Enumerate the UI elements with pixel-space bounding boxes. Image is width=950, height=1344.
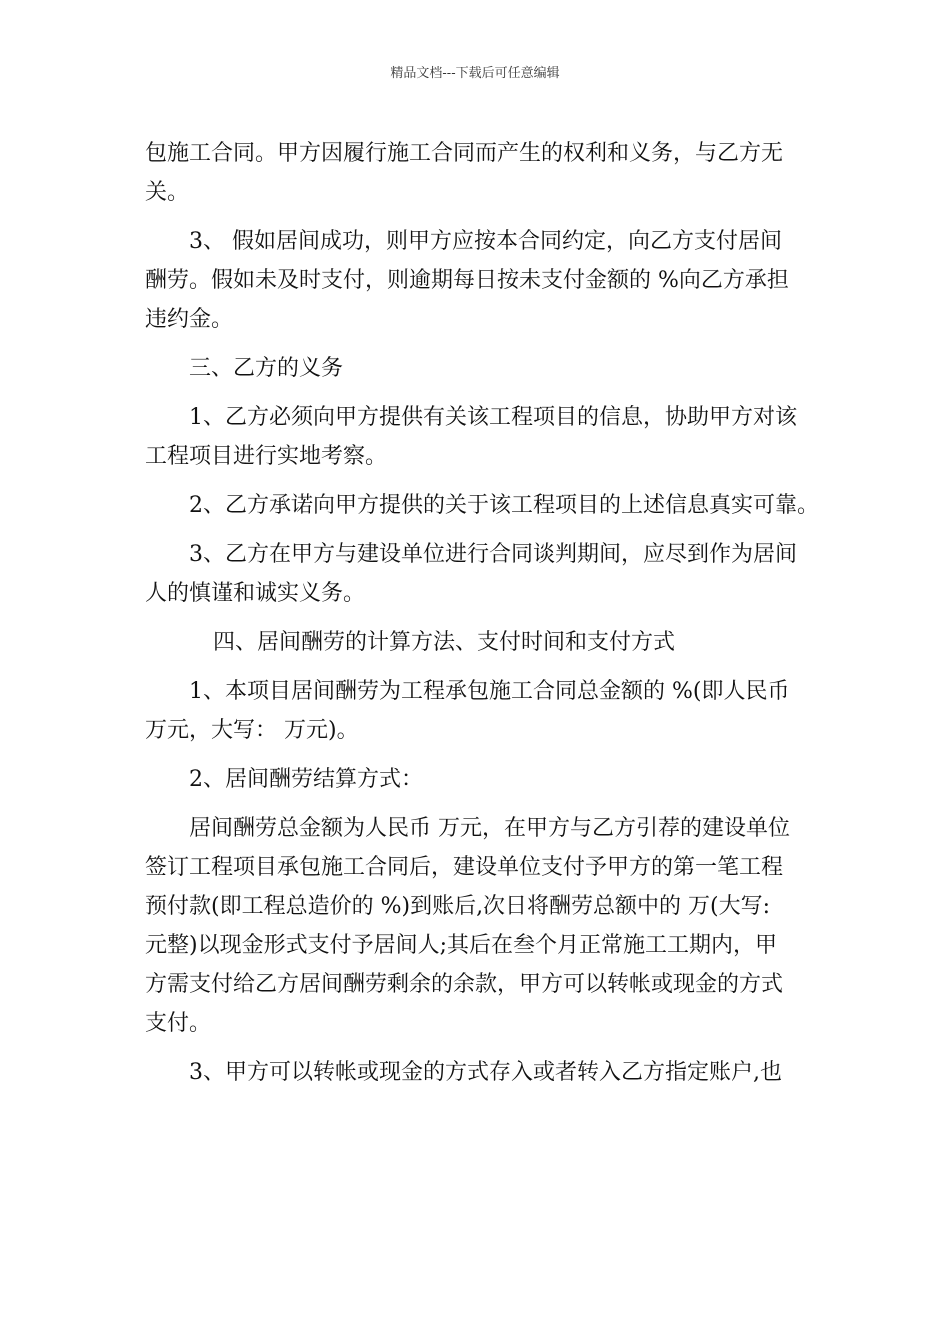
text-line: 方需支付给乙方居间酬劳剩余的余款，甲方可以转帐或现金的方式 — [145, 972, 784, 997]
document-body — [145, 134, 819, 1102]
paragraph-5 — [145, 486, 819, 535]
text-line: 1、本项目居间酬劳为工程承包施工合同总金额的 %(即人民币 — [189, 679, 790, 704]
text-line: 3、 假如居间成功，则甲方应按本合同约定，向乙方支付居间 — [189, 229, 782, 254]
text-line: 元整)以现金形式支付予居间人;其后在叁个月正常施工工期内，甲 — [145, 933, 777, 958]
text-line: 违约金。 — [145, 307, 234, 332]
page-header: 精品文档---下载后可任意编辑 — [390, 66, 560, 81]
paragraph-9 — [145, 760, 815, 809]
text-line: 3、乙方在甲方与建设单位进行合同谈判期间，应尽到作为居间 — [189, 542, 797, 567]
text-line: 酬劳。假如未及时支付，则逾期每日按未支付金额的 %向乙方承担 — [145, 268, 789, 293]
text-line: 支付。 — [145, 1011, 212, 1036]
paragraph-8 — [145, 672, 815, 760]
paragraph-2 — [145, 222, 815, 349]
text-line: 人的慎谨和诚实义务。 — [145, 581, 366, 606]
text-line: 2、乙方承诺向甲方提供的关于该工程项目的上述信息真实可靠。 — [189, 493, 819, 518]
text-line: 万元，大写： 万元)。 — [145, 718, 359, 743]
text-line: 2、居间酬劳结算方式： — [189, 767, 423, 792]
text-line: 四、居间酬劳的计算方法、支付时间和支付方式 — [213, 630, 676, 655]
text-line: 预付款(即工程总造价的 %)到账后,次日将酬劳总额中的 万(大写: — [145, 894, 771, 919]
paragraph-11 — [145, 1053, 815, 1102]
text-line: 包施工合同。甲方因履行施工合同而产生的权利和义务，与乙方无 — [145, 141, 784, 166]
section-heading-3 — [145, 349, 815, 398]
text-line: 工程项目进行实地考察。 — [145, 444, 388, 469]
text-line: 签订工程项目承包施工合同后，建设单位支付予甲方的第一笔工程 — [145, 855, 784, 880]
text-line: 三、乙方的义务 — [189, 356, 344, 381]
text-line: 1、乙方必须向甲方提供有关该工程项目的信息，协助甲方对该 — [189, 405, 797, 430]
text-line: 居间酬劳总金额为人民币 万元，在甲方与乙方引荐的建设单位 — [189, 816, 790, 841]
paragraph-6 — [145, 535, 815, 623]
paragraph-4 — [145, 398, 815, 486]
text-line: 关。 — [145, 180, 190, 205]
section-heading-4 — [145, 623, 815, 672]
text-line: 3、甲方可以转帐或现金的方式存入或者转入乙方指定账户,也 — [189, 1060, 782, 1085]
paragraph-10 — [145, 809, 815, 1053]
paragraph-1 — [145, 134, 815, 222]
